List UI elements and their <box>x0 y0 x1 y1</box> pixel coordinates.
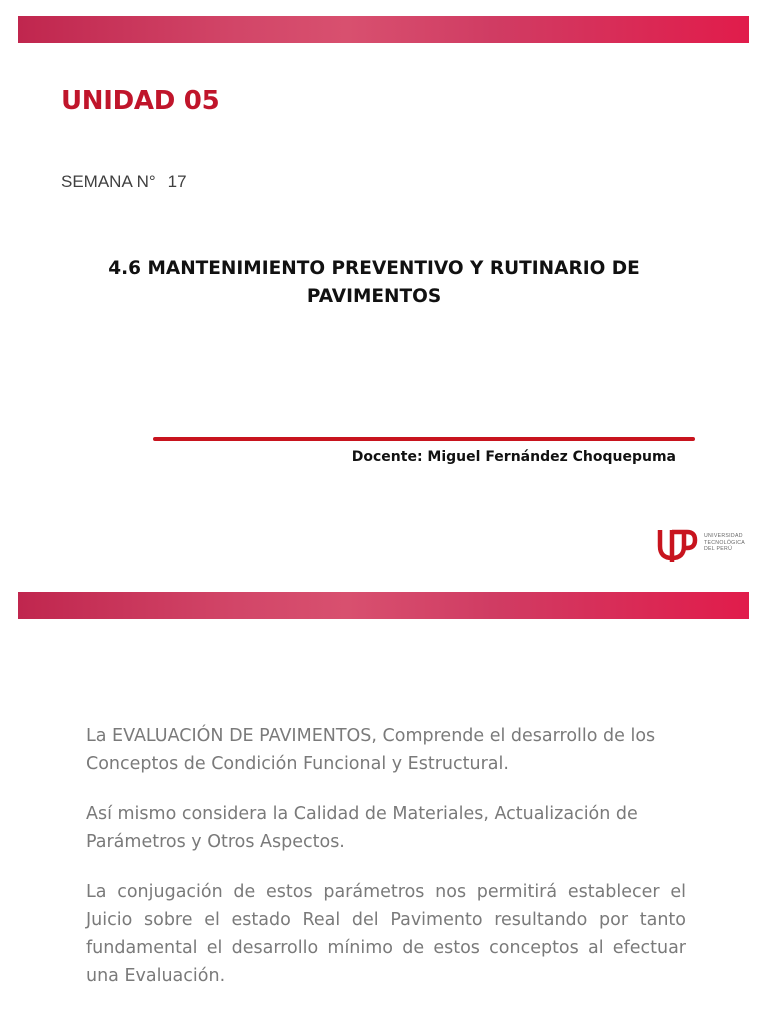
logo-line-1: UNIVERSIDAD <box>704 533 743 539</box>
main-title-line-2: PAVIMENTOS <box>306 286 442 307</box>
header-band <box>18 592 749 619</box>
slide-body <box>86 722 686 1012</box>
paragraph-1: La EVALUACIÓN DE PAVIMENTOS, Comprende el desarrollo de los Conceptos de Condición Funcional y Estructural. <box>86 726 656 774</box>
paragraph-3: La conjugación de estos parámetros nos permitirá establecer el Juicio sobre el estado Real del Pavimento resultando por tanto fundamental el desarrollo mínimo de estos conceptos al efectuar una Evaluación. <box>86 882 686 986</box>
week-label: SEMANA N° <box>61 172 156 191</box>
teacher-name: Docente: Miguel Fernández Choquepuma <box>351 449 676 465</box>
paragraph-2: Así mismo considera la Calidad de Materiales, Actualización de Parámetros y Otros Aspectos. <box>86 804 638 852</box>
slide-2 <box>0 592 768 1024</box>
logo-line-2: TECNOLÓGICA <box>704 539 746 546</box>
logo-line-3: DEL PERÚ <box>704 546 733 552</box>
week-label-row <box>61 172 187 192</box>
header-band <box>18 16 749 43</box>
unit-title: UNIDAD 05 <box>61 86 220 116</box>
main-title-line-1: 4.6 MANTENIMIENTO PREVENTIVO Y RUTINARIO DE <box>108 258 640 279</box>
title-divider <box>153 437 695 441</box>
utp-logo-icon <box>657 524 699 564</box>
main-title <box>84 255 664 311</box>
utp-logo <box>657 524 752 564</box>
week-number: 17 <box>167 172 187 191</box>
utp-logo-text <box>704 533 745 553</box>
